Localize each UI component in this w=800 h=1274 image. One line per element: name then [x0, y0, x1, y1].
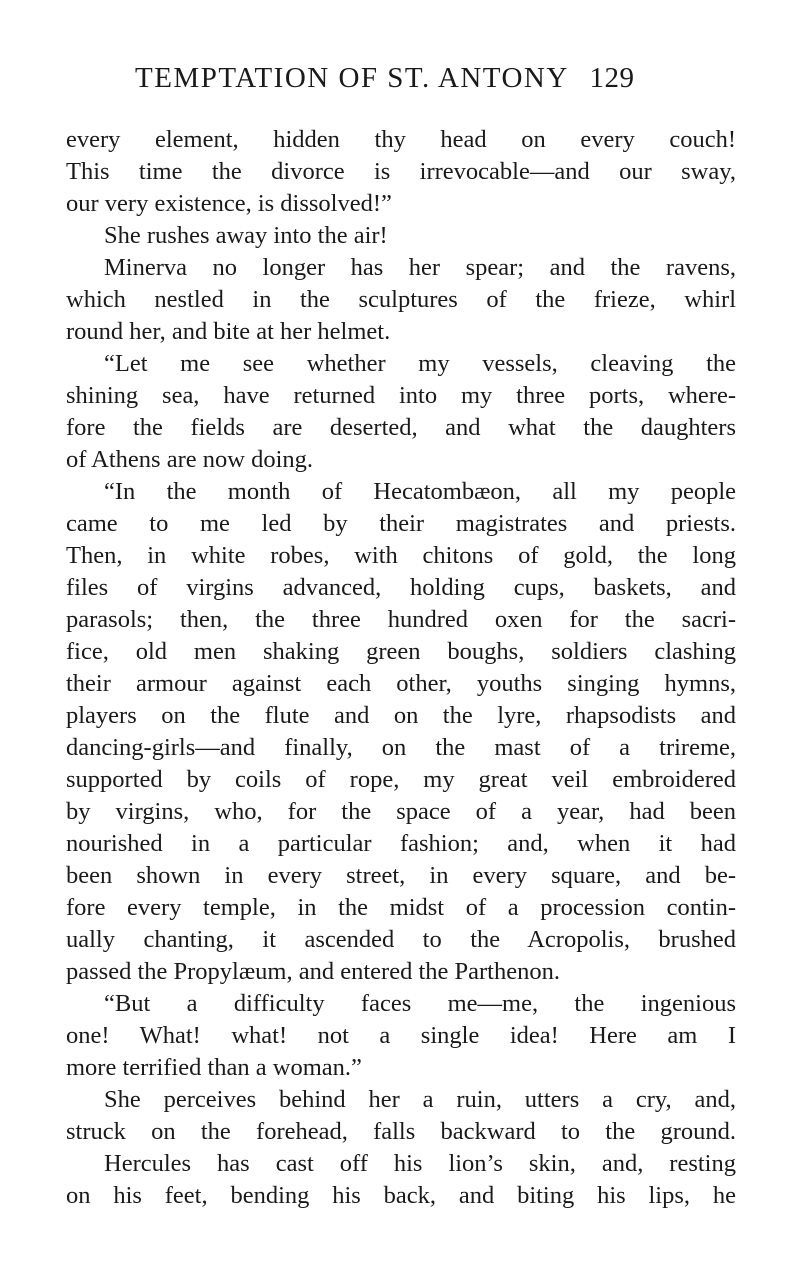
text-line: ually chanting, it ascended to the Acropolis, brushed [66, 926, 736, 953]
text-line: “Let me see whether my vessels, cleaving the [104, 350, 736, 377]
page-title: TEMPTATION OF ST. ANTONY [135, 62, 569, 94]
text-line: She rushes away into the air! [104, 222, 388, 249]
text-line: fore the fields are deserted, and what the daughters [66, 414, 736, 441]
text-line: their armour against each other, youths singing hymns, [66, 670, 736, 697]
text-line: of Athens are now doing. [66, 446, 313, 473]
text-line: parasols; then, the three hundred oxen for the sacri- [66, 606, 736, 633]
text-line: round her, and bite at her helmet. [66, 318, 391, 345]
page-number: 129 [589, 62, 635, 94]
text-line: more terrified than a woman.” [66, 1054, 362, 1081]
text-line: came to me led by their magistrates and priests. [66, 510, 736, 537]
text-line: by virgins, who, for the space of a year, had been [66, 798, 736, 825]
text-line: players on the flute and on the lyre, rhapsodists and [66, 702, 736, 729]
text-line: supported by coils of rope, my great veil embroidered [66, 766, 736, 793]
text-line: been shown in every street, in every square, and be- [66, 862, 736, 889]
text-line: nourished in a particular fashion; and, when it had [66, 830, 736, 857]
text-line: fore every temple, in the midst of a procession contin- [66, 894, 736, 921]
text-line: “In the month of Hecatombæon, all my people [104, 478, 736, 505]
text-line: She perceives behind her a ruin, utters a cry, and, [104, 1086, 736, 1113]
text-line: which nestled in the sculptures of the frieze, whirl [66, 286, 736, 313]
body-text [66, 124, 736, 1212]
text-line: on his feet, bending his back, and biting his lips, he [66, 1182, 736, 1209]
text-line: “But a difficulty faces me—me, the ingenious [104, 990, 736, 1017]
text-line: files of virgins advanced, holding cups, baskets, and [66, 574, 736, 601]
text-line: Then, in white robes, with chitons of gold, the long [66, 542, 736, 569]
text-line: Minerva no longer has her spear; and the ravens, [104, 254, 736, 281]
text-line: This time the divorce is irrevocable—and our sway, [66, 158, 736, 185]
running-head [135, 60, 735, 96]
text-line: every element, hidden thy head on every couch! [66, 126, 736, 153]
text-line: fice, old men shaking green boughs, soldiers clashing [66, 638, 736, 665]
text-line: shining sea, have returned into my three ports, where- [66, 382, 736, 409]
text-line: passed the Propylæum, and entered the Parthenon. [66, 958, 560, 985]
text-line: our very existence, is dissolved!” [66, 190, 392, 217]
text-line: struck on the forehead, falls backward to the ground. [66, 1118, 736, 1145]
text-line: Hercules has cast off his lion’s skin, and, resting [104, 1150, 736, 1177]
text-line: one! What! what! not a single idea! Here am I [66, 1022, 736, 1049]
text-line: dancing-girls—and finally, on the mast of a trireme, [66, 734, 736, 761]
